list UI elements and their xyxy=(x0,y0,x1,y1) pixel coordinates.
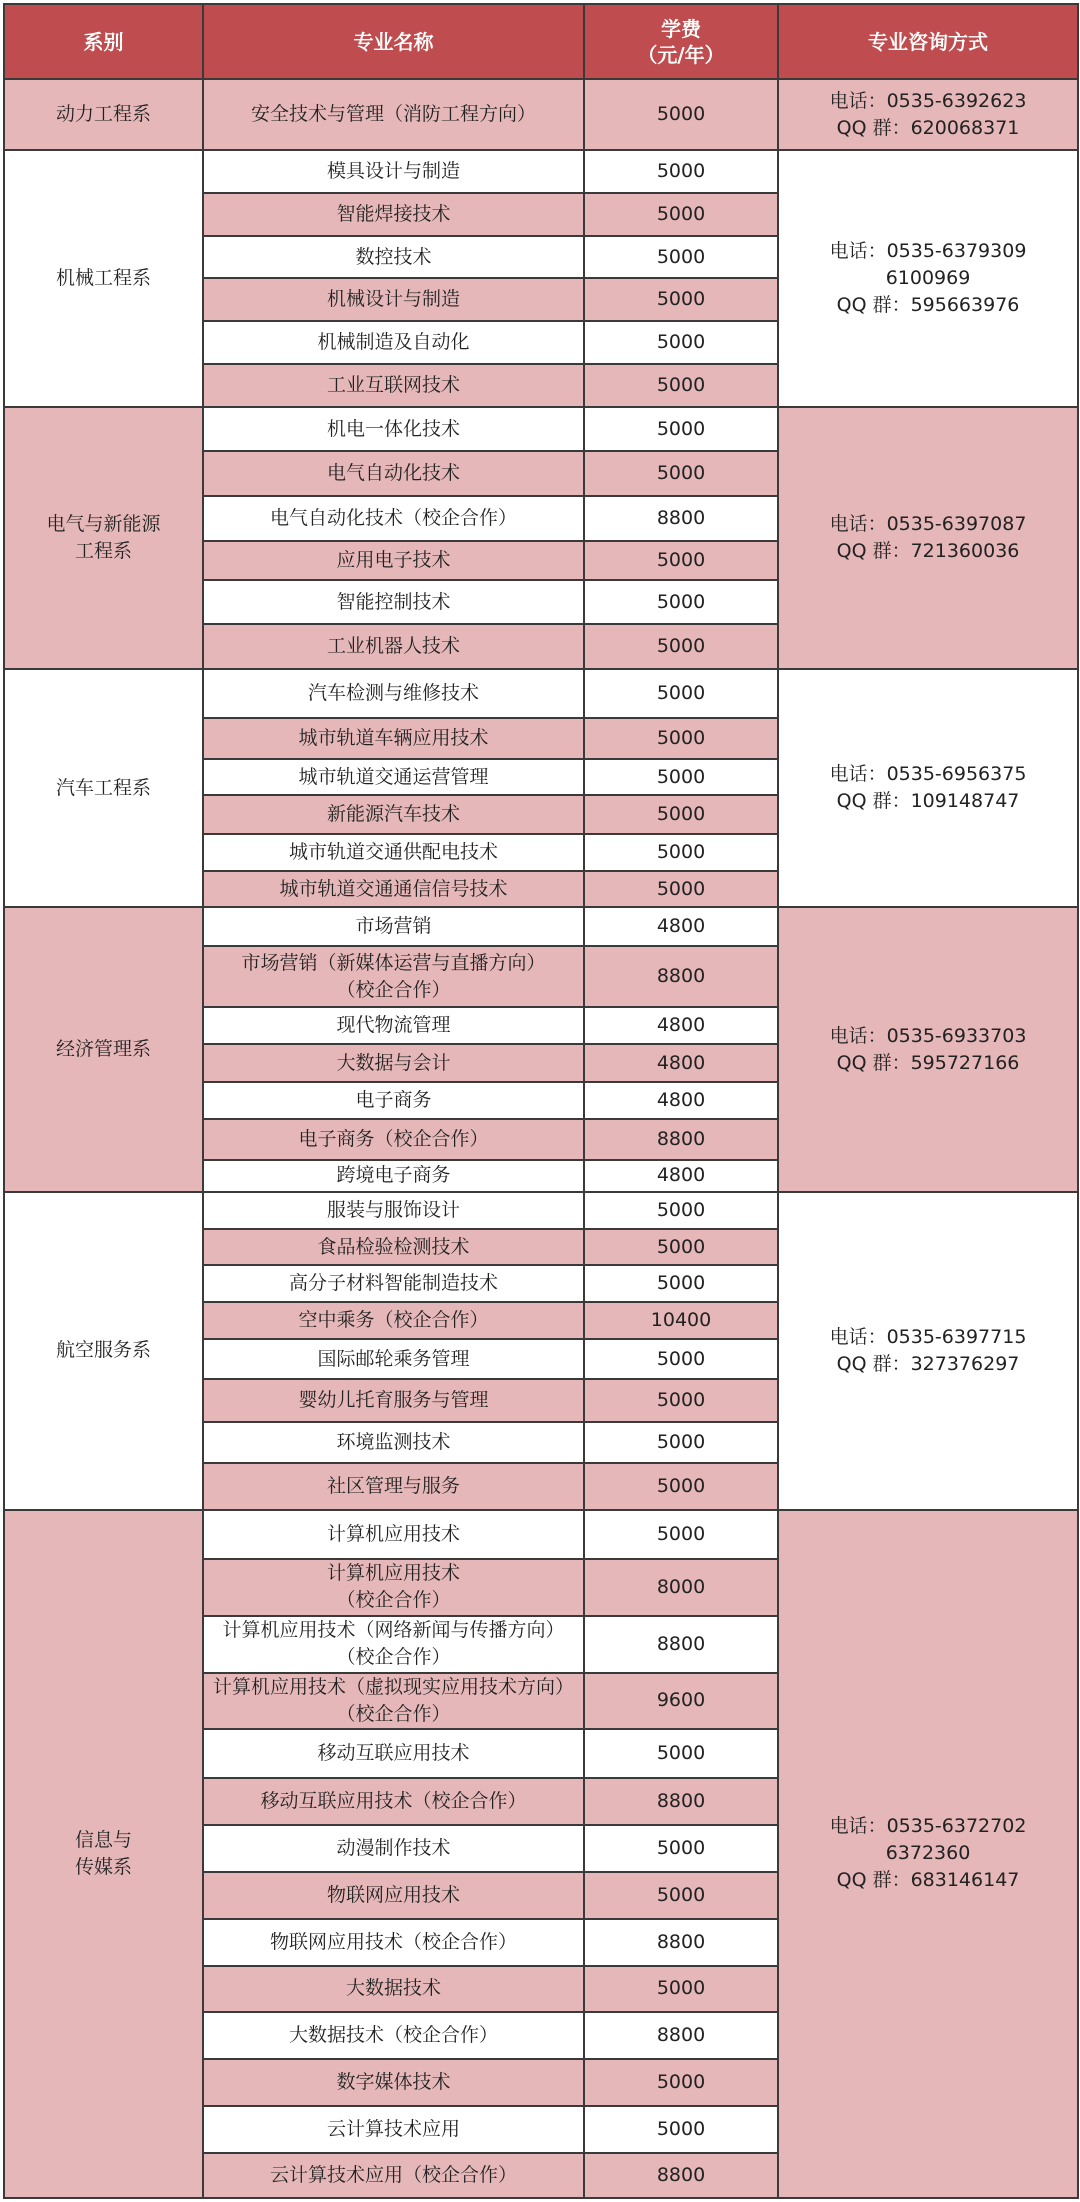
table-row xyxy=(4,79,1078,150)
major-name-cell: 工业机器人技术 xyxy=(203,624,584,669)
fee-cell: 5000 xyxy=(584,1192,778,1229)
table-row xyxy=(4,150,1078,193)
fee-cell: 4800 xyxy=(584,907,778,946)
contact-cell: 电话：0535-6397715 QQ 群：327376297 xyxy=(778,1192,1078,1509)
major-name-cell: 跨境电子商务 xyxy=(203,1160,584,1193)
fee-cell: 9600 xyxy=(584,1673,778,1730)
major-name-cell: 物联网应用技术 xyxy=(203,1872,584,1919)
major-name-cell: 空中乘务（校企合作） xyxy=(203,1302,584,1339)
fee-cell: 10400 xyxy=(584,1302,778,1339)
fee-cell: 4800 xyxy=(584,1007,778,1044)
major-name-cell: 大数据与会计 xyxy=(203,1044,584,1083)
contact-cell: 电话：0535-6956375 QQ 群：109148747 xyxy=(778,669,1078,907)
major-name-cell: 婴幼儿托育服务与管理 xyxy=(203,1379,584,1422)
major-name-cell: 智能控制技术 xyxy=(203,580,584,625)
fee-cell: 5000 xyxy=(584,871,778,908)
fee-cell: 5000 xyxy=(584,795,778,834)
major-name-cell: 安全技术与管理（消防工程方向） xyxy=(203,79,584,150)
dept-cell: 航空服务系 xyxy=(4,1192,203,1509)
fee-cell: 8800 xyxy=(584,496,778,541)
header-contact: 专业咨询方式 xyxy=(778,4,1078,79)
major-name-cell: 动漫制作技术 xyxy=(203,1825,584,1872)
header-row xyxy=(4,4,1078,79)
fee-cell: 5000 xyxy=(584,834,778,871)
fee-cell: 5000 xyxy=(584,1265,778,1302)
major-name-cell: 移动互联应用技术 xyxy=(203,1729,584,1778)
major-name-cell: 社区管理与服务 xyxy=(203,1463,584,1510)
major-name-cell: 机械设计与制造 xyxy=(203,278,584,321)
fee-cell: 8800 xyxy=(584,1919,778,1966)
fee-cell: 5000 xyxy=(584,364,778,407)
major-name-cell: 环境监测技术 xyxy=(203,1422,584,1463)
contact-cell: 电话：0535-6397087 QQ 群：721360036 xyxy=(778,407,1078,670)
major-name-cell: 高分子材料智能制造技术 xyxy=(203,1265,584,1302)
major-name-cell: 数字媒体技术 xyxy=(203,2059,584,2106)
tuition-table xyxy=(3,3,1079,2199)
fee-cell: 5000 xyxy=(584,236,778,279)
major-name-cell: 城市轨道车辆应用技术 xyxy=(203,718,584,759)
table-row xyxy=(4,669,1078,718)
major-name-cell: 国际邮轮乘务管理 xyxy=(203,1339,584,1380)
major-name-cell: 市场营销 xyxy=(203,907,584,946)
major-name-cell: 新能源汽车技术 xyxy=(203,795,584,834)
contact-cell: 电话：0535-6379309 6100969 QQ 群：595663976 xyxy=(778,150,1078,406)
fee-cell: 5000 xyxy=(584,1379,778,1422)
contact-cell: 电话：0535-6933703 QQ 群：595727166 xyxy=(778,907,1078,1192)
dept-cell: 电气与新能源 工程系 xyxy=(4,407,203,670)
fee-cell: 5000 xyxy=(584,79,778,150)
fee-cell: 5000 xyxy=(584,150,778,193)
fee-cell: 5000 xyxy=(584,1966,778,2013)
fee-cell: 5000 xyxy=(584,580,778,625)
fee-cell: 4800 xyxy=(584,1160,778,1193)
major-name-cell: 大数据技术 xyxy=(203,1966,584,2013)
major-name-cell: 物联网应用技术（校企合作） xyxy=(203,1919,584,1966)
major-name-cell: 计算机应用技术（网络新闻与传播方向） （校企合作） xyxy=(203,1616,584,1673)
fee-cell: 5000 xyxy=(584,624,778,669)
fee-cell: 5000 xyxy=(584,278,778,321)
dept-cell: 机械工程系 xyxy=(4,150,203,406)
major-name-cell: 城市轨道交通运营管理 xyxy=(203,759,584,796)
major-name-cell: 城市轨道交通供配电技术 xyxy=(203,834,584,871)
major-name-cell: 计算机应用技术（虚拟现实应用技术方向） （校企合作） xyxy=(203,1673,584,1730)
dept-cell: 动力工程系 xyxy=(4,79,203,150)
fee-cell: 5000 xyxy=(584,2106,778,2153)
fee-cell: 5000 xyxy=(584,541,778,580)
dept-cell: 信息与 传媒系 xyxy=(4,1510,203,2198)
fee-cell: 5000 xyxy=(584,1422,778,1463)
major-name-cell: 移动互联应用技术（校企合作） xyxy=(203,1778,584,1825)
contact-cell: 电话：0535-6372702 6372360 QQ 群：683146147 xyxy=(778,1510,1078,2198)
major-name-cell: 电子商务（校企合作） xyxy=(203,1119,584,1160)
fee-cell: 5000 xyxy=(584,718,778,759)
fee-cell: 8800 xyxy=(584,946,778,1007)
major-name-cell: 数控技术 xyxy=(203,236,584,279)
contact-cell: 电话：0535-6392623 QQ 群：620068371 xyxy=(778,79,1078,150)
major-name-cell: 电子商务 xyxy=(203,1082,584,1119)
table-row xyxy=(4,907,1078,946)
fee-cell: 8800 xyxy=(584,2153,778,2198)
fee-cell: 5000 xyxy=(584,1825,778,1872)
fee-cell: 5000 xyxy=(584,451,778,496)
major-name-cell: 电气自动化技术 xyxy=(203,451,584,496)
major-name-cell: 机械制造及自动化 xyxy=(203,321,584,364)
fee-cell: 5000 xyxy=(584,1872,778,1919)
fee-cell: 5000 xyxy=(584,407,778,452)
fee-cell: 5000 xyxy=(584,2059,778,2106)
fee-cell: 8800 xyxy=(584,1778,778,1825)
major-name-cell: 模具设计与制造 xyxy=(203,150,584,193)
major-name-cell: 电气自动化技术（校企合作） xyxy=(203,496,584,541)
major-name-cell: 云计算技术应用（校企合作） xyxy=(203,2153,584,2198)
header-dept: 系别 xyxy=(4,4,203,79)
major-name-cell: 汽车检测与维修技术 xyxy=(203,669,584,718)
major-name-cell: 计算机应用技术 （校企合作） xyxy=(203,1559,584,1616)
fee-cell: 5000 xyxy=(584,1729,778,1778)
dept-cell: 经济管理系 xyxy=(4,907,203,1192)
fee-cell: 5000 xyxy=(584,193,778,236)
header-fee: 学费 （元/年） xyxy=(584,4,778,79)
major-name-cell: 现代物流管理 xyxy=(203,1007,584,1044)
dept-cell: 汽车工程系 xyxy=(4,669,203,907)
fee-cell: 5000 xyxy=(584,759,778,796)
major-name-cell: 应用电子技术 xyxy=(203,541,584,580)
fee-cell: 5000 xyxy=(584,669,778,718)
fee-cell: 4800 xyxy=(584,1044,778,1083)
fee-cell: 5000 xyxy=(584,1463,778,1510)
major-name-cell: 机电一体化技术 xyxy=(203,407,584,452)
table-body xyxy=(4,79,1078,2198)
fee-cell: 8800 xyxy=(584,1119,778,1160)
table-row xyxy=(4,1510,1078,1559)
major-name-cell: 服装与服饰设计 xyxy=(203,1192,584,1229)
major-name-cell: 城市轨道交通通信信号技术 xyxy=(203,871,584,908)
major-name-cell: 工业互联网技术 xyxy=(203,364,584,407)
fee-cell: 5000 xyxy=(584,1229,778,1266)
fee-cell: 4800 xyxy=(584,1082,778,1119)
major-name-cell: 市场营销（新媒体运营与直播方向） （校企合作） xyxy=(203,946,584,1007)
table-row xyxy=(4,1192,1078,1229)
major-name-cell: 计算机应用技术 xyxy=(203,1510,584,1559)
table-row xyxy=(4,407,1078,452)
fee-cell: 5000 xyxy=(584,1510,778,1559)
major-name-cell: 大数据技术（校企合作） xyxy=(203,2012,584,2059)
major-name-cell: 食品检验检测技术 xyxy=(203,1229,584,1266)
fee-cell: 8000 xyxy=(584,1559,778,1616)
fee-cell: 5000 xyxy=(584,1339,778,1380)
fee-cell: 8800 xyxy=(584,2012,778,2059)
fee-cell: 8800 xyxy=(584,1616,778,1673)
major-name-cell: 云计算技术应用 xyxy=(203,2106,584,2153)
major-name-cell: 智能焊接技术 xyxy=(203,193,584,236)
fee-cell: 5000 xyxy=(584,321,778,364)
header-major: 专业名称 xyxy=(203,4,584,79)
